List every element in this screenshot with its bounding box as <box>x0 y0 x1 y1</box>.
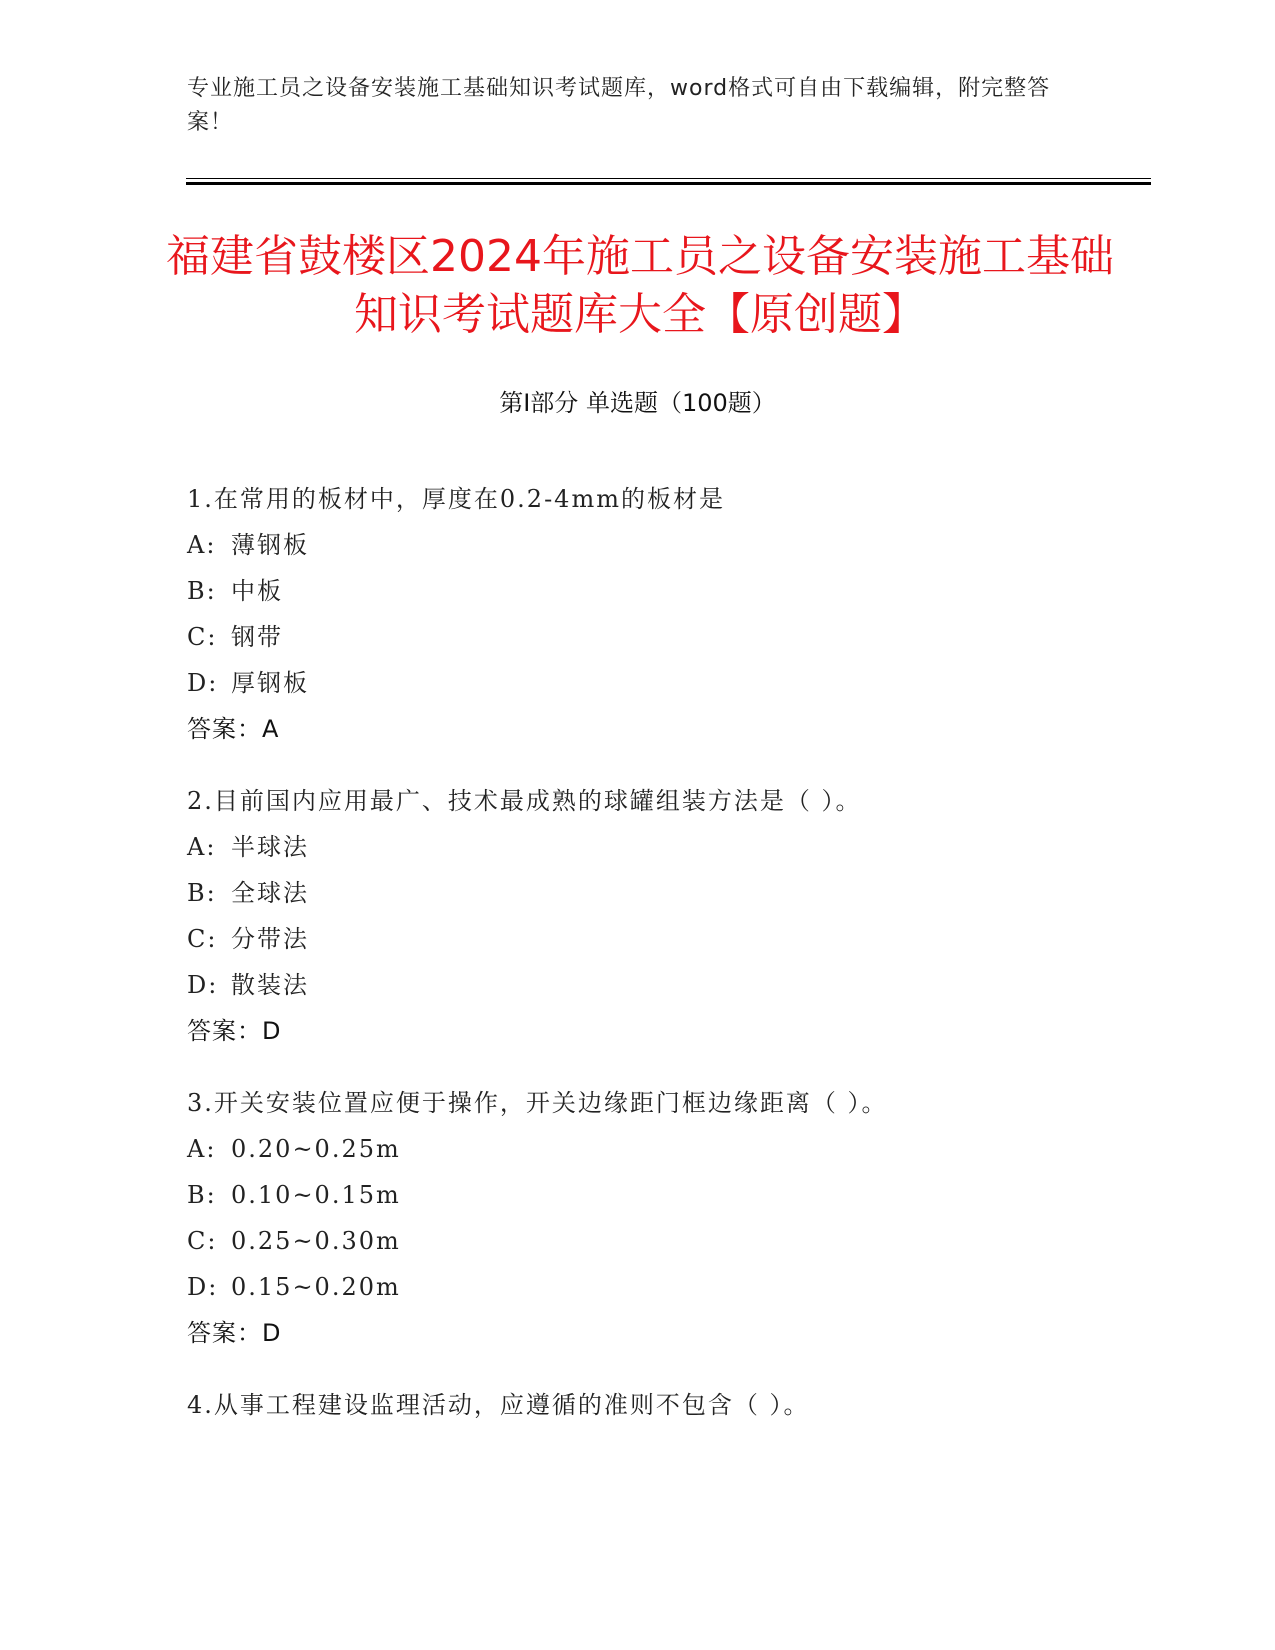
question-1 <box>187 476 1147 752</box>
question-text: 2.目前国内应用最广、技术最成熟的球罐组装方法是（ ）。 <box>187 787 862 815</box>
option-letter: C: <box>187 623 218 651</box>
header-note: 专业施工员之设备安装施工基础知识考试题库，word格式可自由下载编辑，附完整答案！ <box>187 76 1051 135</box>
option-d <box>187 962 1147 1008</box>
header-divider-thin <box>186 178 1151 179</box>
option-text: 钢带 <box>231 623 283 651</box>
option-c <box>187 614 1147 660</box>
answer-line <box>187 706 1147 752</box>
document-title: 福建省鼓楼区2024年施工员之设备安装施工基础知识考试题库大全【原创题】 <box>166 231 1114 340</box>
option-letter: D: <box>187 971 219 999</box>
option-letter: C: <box>187 925 218 953</box>
question-list <box>187 476 1147 1454</box>
question-4 <box>187 1382 1147 1428</box>
answer-prefix: 答案： <box>187 1017 262 1045</box>
option-text: 0.10~0.15m <box>231 1181 401 1209</box>
option-b <box>187 1172 1147 1218</box>
question-2 <box>187 778 1147 1054</box>
option-c <box>187 916 1147 962</box>
option-letter: B: <box>187 879 217 907</box>
option-letter: B: <box>187 1181 217 1209</box>
option-text: 0.20~0.25m <box>231 1135 401 1163</box>
option-d <box>187 1264 1147 1310</box>
answer-prefix: 答案： <box>187 715 262 743</box>
option-text: 0.25~0.30m <box>231 1227 401 1255</box>
answer-prefix: 答案： <box>187 1319 262 1347</box>
question-3 <box>187 1080 1147 1356</box>
question-text: 1.在常用的板材中，厚度在0.2-4mm的板材是 <box>187 485 725 513</box>
option-a <box>187 522 1147 568</box>
answer-line <box>187 1310 1147 1356</box>
option-b <box>187 568 1147 614</box>
option-letter: B: <box>187 577 217 605</box>
question-text: 4.从事工程建设监理活动，应遵循的准则不包含（ ）。 <box>187 1391 810 1419</box>
option-letter: C: <box>187 1227 218 1255</box>
option-text: 全球法 <box>231 879 309 907</box>
option-a <box>187 1126 1147 1172</box>
option-text: 0.15~0.20m <box>231 1273 401 1301</box>
header-divider-thick <box>186 182 1151 185</box>
option-letter: D: <box>187 669 219 697</box>
option-letter: A: <box>187 531 217 559</box>
option-text: 半球法 <box>231 833 309 861</box>
section-title: 第Ⅰ部分 单选题（100题） <box>499 389 776 417</box>
option-text: 分带法 <box>231 925 309 953</box>
option-text: 散装法 <box>231 971 309 999</box>
option-d <box>187 660 1147 706</box>
answer-value: D <box>262 1319 282 1347</box>
answer-value: D <box>262 1017 282 1045</box>
option-b <box>187 870 1147 916</box>
option-text: 薄钢板 <box>231 531 309 559</box>
option-letter: A: <box>187 833 217 861</box>
option-letter: D: <box>187 1273 219 1301</box>
answer-value: A <box>262 715 280 743</box>
option-letter: A: <box>187 1135 217 1163</box>
option-text: 中板 <box>231 577 283 605</box>
answer-line <box>187 1008 1147 1054</box>
option-text: 厚钢板 <box>231 669 309 697</box>
question-text: 3.开关安装位置应便于操作，开关边缘距门框边缘距离（ ）。 <box>187 1089 888 1117</box>
option-a <box>187 824 1147 870</box>
option-c <box>187 1218 1147 1264</box>
